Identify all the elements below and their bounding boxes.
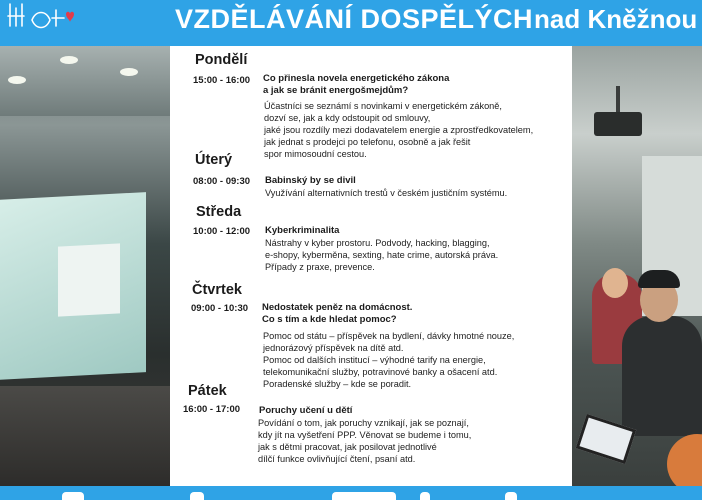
session-description: Účastníci se seznámí s novinkami v energetickém zákoně, dozví se, jak a kdy odstoupit od smlouvy, jaké jsou rozdíly mezi dodavatelem energie a zprostředkovatelem, jak jednat s prodejci po telefonu, osobně a jak řešit spor mimosoudní cestou. [264, 101, 534, 159]
session-topic: Co přinesla novela energetického zákona a jak se bránit energošmejdům? [263, 73, 450, 96]
session-topic: Babinský by se divil [265, 175, 356, 186]
session-description: Pomoc od státu – příspěvek na bydlení, dávky hmotné nouze, jednorázový příspěvek na dítě atd. Pomoc od dalších institucí – výhodné tarify na energie, telekomunikační služby, potravinové banky a ošacení atd. Poradenské služby – kde se poradit. [263, 331, 515, 389]
day-heading: Pátek [188, 383, 227, 399]
session-topic: Poruchy učení u dětí [259, 405, 353, 416]
session-time: 08:00 - 09:30 [193, 176, 251, 187]
session-description: Nástrahy v kyber prostoru. Podvody, hacking, blagging, e-shopy, kyberměna, sexting, hate crime, autorská práva. Případy z praxe, prevence. [265, 238, 499, 272]
session-time: 16:00 - 17:00 [183, 404, 241, 415]
family-logo-icon [6, 0, 76, 40]
day-heading: Čtvrtek [192, 282, 242, 298]
session-time: 10:00 - 12:00 [193, 226, 251, 237]
footer-banner [0, 486, 702, 500]
session-description: Povídání o tom, jak poruchy vznikají, jak se poznají, kdy jít na vyšetření PPP. Věnovat se budeme i tomu, jak s dětmi pracovat, jak posilovat jednotlivé dílčí funkce ovlivňující čtení, psaní atd. [258, 418, 472, 464]
day-heading: Pondělí [195, 52, 248, 68]
schedule-panel [170, 46, 572, 486]
classroom-photo-right [572, 46, 702, 486]
session-time: 09:00 - 10:30 [191, 303, 249, 314]
session-topic: Nedostatek peněz na domácnost. Co s tím a kde hledat pomoc? [262, 302, 413, 325]
header-banner [0, 0, 702, 46]
classroom-photo-left [0, 46, 170, 486]
day-heading: Úterý [195, 152, 233, 168]
session-description: Využívání alternativních trestů v českém justičním systému. [265, 188, 508, 198]
page-title: VZDĚLÁVÁNÍ DOSPĚLÝCH [175, 4, 534, 34]
town-name: nad Kněžnou [534, 4, 698, 34]
day-heading: Středa [196, 204, 242, 220]
session-topic: Kyberkriminalita [265, 225, 340, 236]
session-time: 15:00 - 16:00 [193, 75, 251, 86]
